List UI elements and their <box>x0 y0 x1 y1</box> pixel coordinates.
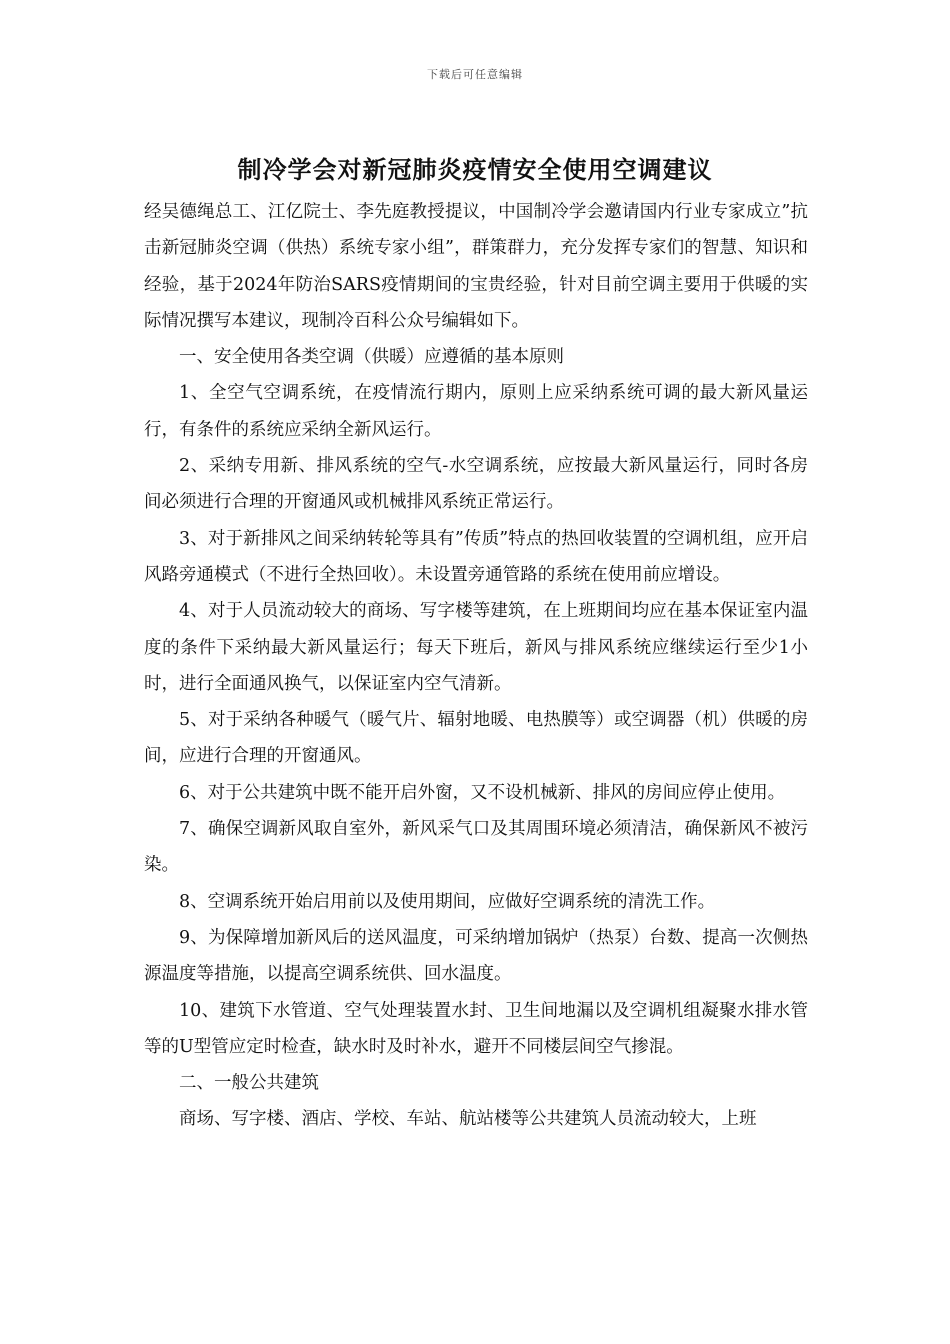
section-heading-1: 一、安全使用各类空调（供暖）应遵循的基本原则 <box>179 347 564 368</box>
principle-7: 7、确保空调新风取自室外，新风采气口及其周围环境必须清洁，确保新风不被污染。 <box>144 819 808 876</box>
header-note: 下载后可任意编辑 <box>427 68 523 81</box>
intro-paragraph: 经吴德绳总工、江亿院士、李先庭教授提议，中国制冷学会邀请国内行业专家成立”抗击新冠肺炎空调（供热）系统专家小组”，群策群力，充分发挥专家们的智慧、知识和经验，基于2024年防治SARS疫情期间的宝贵经验，针对目前空调主要用于供暖的实际情况撰写本建议，现制冷百科公众号编辑如下。 <box>144 202 808 331</box>
principle-2: 2、采纳专用新、排风系统的空气-水空调系统，应按最大新风量运行，同时各房间必须进行合理的开窗通风或机械排风系统正常运行。 <box>144 456 808 513</box>
principle-9: 9、为保障增加新风后的送风温度，可采纳增加锅炉（热泵）台数、提高一次侧热源温度等措施，以提高空调系统供、回水温度。 <box>144 927 808 985</box>
document-body <box>144 194 808 1138</box>
principle-5: 5、对于采纳各种暖气（暖气片、辐射地暖、电热膜等）或空调器（机）供暖的房间，应进行合理的开窗通风。 <box>144 710 808 767</box>
section-2-paragraph: 商场、写字楼、酒店、学校、车站、航站楼等公共建筑人员流动较大，上班 <box>179 1109 757 1130</box>
principle-10: 10、建筑下水管道、空气处理装置水封、卫生间地漏以及空调机组凝聚水排水管等的U型管应定时检查，缺水时及时补水，避开不同楼层间空气掺混。 <box>144 1000 808 1057</box>
principle-4: 4、对于人员流动较大的商场、写字楼等建筑，在上班期间均应在基本保证室内温度的条件下采纳最大新风量运行；每天下班后，新风与排风系统应继续运行至少1小时，进行全面通风换气，以保证室内空气清新。 <box>144 601 808 694</box>
principle-3: 3、对于新排风之间采纳转轮等具有”传质”特点的热回收装置的空调机组，应开启风路旁通模式（不进行全热回收）。未设置旁通管路的系统在使用前应增设。 <box>144 528 808 585</box>
document-title: 制冷学会对新冠肺炎疫情安全使用空调建议 <box>237 155 713 184</box>
principle-6: 6、对于公共建筑中既不能开启外窗，又不设机械新、排风的房间应停止使用。 <box>179 782 786 803</box>
principle-8: 8、空调系统开始启用前以及使用期间，应做好空调系统的清洗工作。 <box>179 891 716 912</box>
principle-1: 1、全空气空调系统，在疫情流行期内，原则上应采纳系统可调的最大新风量运行，有条件的系统应采纳全新风运行。 <box>144 383 808 440</box>
section-heading-2: 二、一般公共建筑 <box>179 1073 319 1094</box>
